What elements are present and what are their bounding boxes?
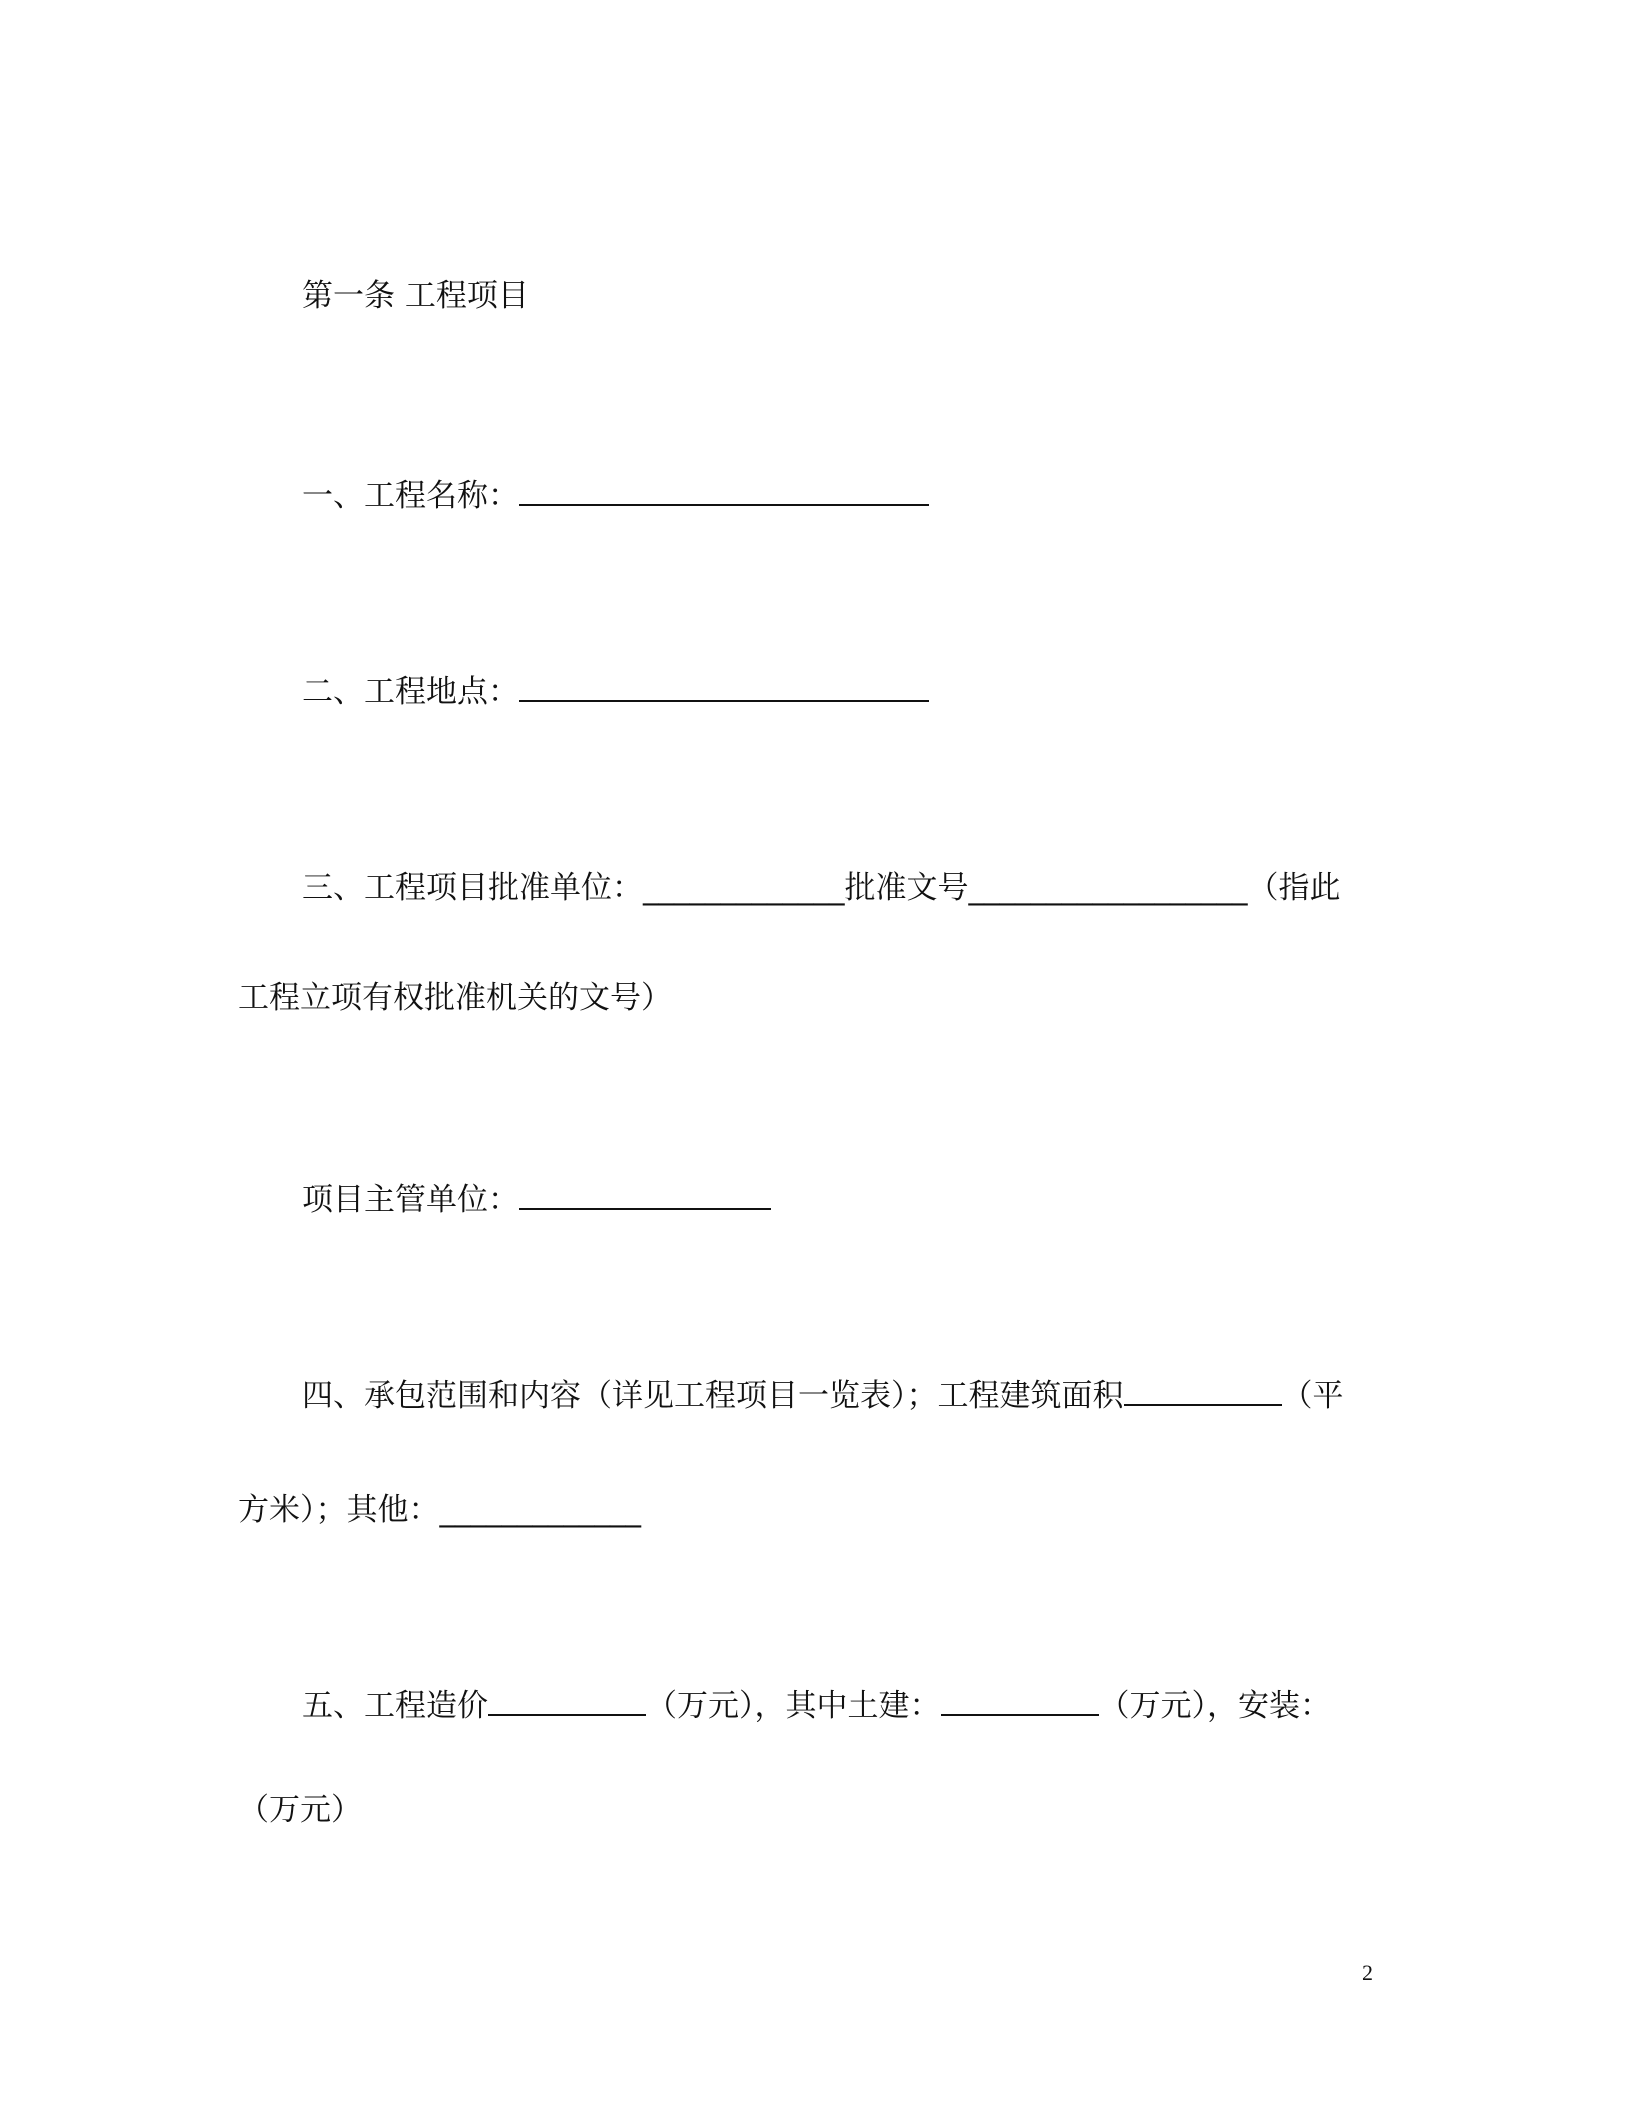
project-name-field[interactable]: [519, 472, 929, 506]
page-number: 2: [1362, 1960, 1373, 1985]
project-name-row: [302, 472, 929, 516]
scope-continued-row: [238, 1490, 641, 1530]
cost-unit-1: （万元），其中土建：: [646, 1688, 941, 1724]
project-location-row: [302, 668, 929, 712]
scope-text: 四、承包范围和内容（详见工程项目一览表）；工程建筑面积: [302, 1378, 1124, 1414]
approval-note-start: （指此: [1247, 870, 1341, 906]
project-name-label: 一、工程名称：: [302, 478, 519, 514]
scope-unit-start: （平: [1281, 1378, 1344, 1414]
supervisor-field[interactable]: [519, 1176, 771, 1210]
cost-unit-3: （万元）: [238, 1792, 362, 1828]
approval-doc-label: 批准文号: [844, 870, 969, 906]
civil-cost-field[interactable]: [941, 1682, 1099, 1716]
cost-field[interactable]: [488, 1682, 646, 1716]
approval-note-row: [238, 978, 672, 1018]
floor-area-field[interactable]: [1124, 1372, 1282, 1406]
cost-label: 五、工程造价: [302, 1688, 488, 1724]
scope-unit-end: 方米）；其他：: [238, 1492, 440, 1528]
scope-row: [302, 1372, 1344, 1416]
other-field[interactable]: _____________: [439, 1492, 641, 1528]
supervisor-label: 项目主管单位：: [302, 1182, 519, 1218]
cost-continued-row: [238, 1790, 362, 1830]
cost-unit-2: （万元），安装：: [1098, 1688, 1331, 1724]
article-title: 第一条 工程项目: [302, 278, 529, 314]
approval-unit-field[interactable]: _____________: [643, 870, 845, 906]
approval-row: [302, 868, 1341, 908]
project-location-label: 二、工程地点：: [302, 674, 519, 710]
approval-doc-field[interactable]: __________________: [968, 870, 1248, 906]
project-location-field[interactable]: [519, 668, 929, 702]
supervisor-row: [302, 1176, 771, 1220]
approval-note-end: 工程立项有权批准机关的文号）: [238, 980, 672, 1016]
approval-unit-label: 三、工程项目批准单位：: [302, 870, 643, 906]
cost-row: [302, 1682, 1331, 1726]
